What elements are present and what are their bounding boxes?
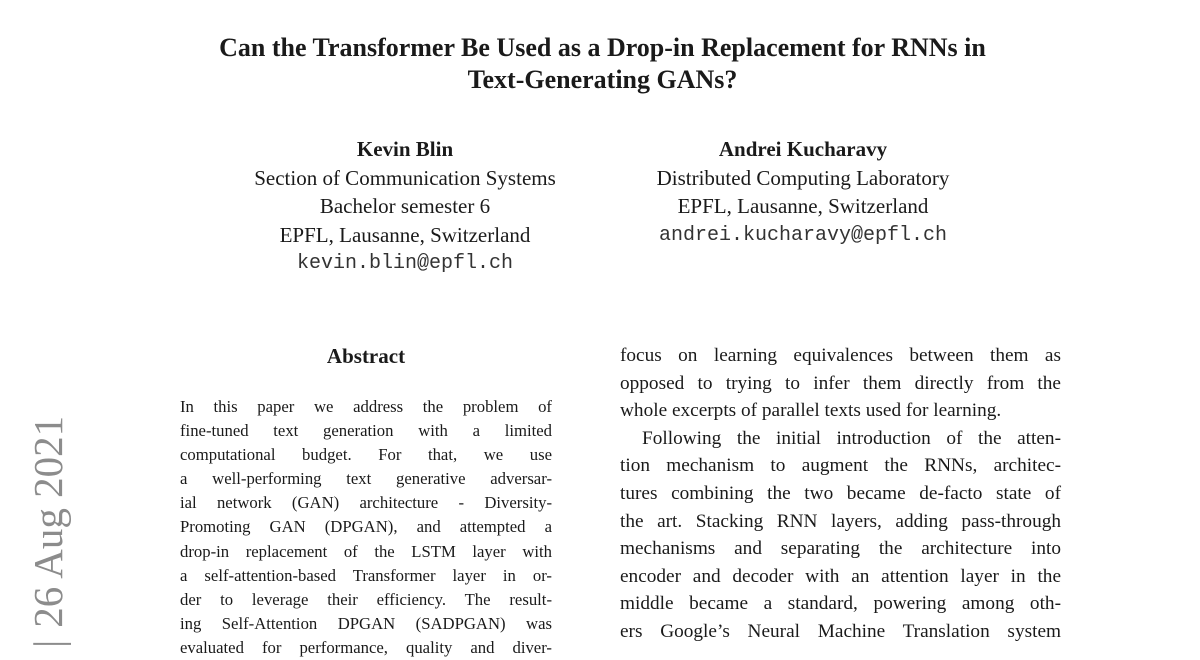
- body-text-line: whole excerpts of parallel texts used for learning.: [620, 400, 1002, 422]
- body-text-column: [620, 342, 1061, 646]
- author-name: Kevin Blin: [356, 137, 454, 161]
- author-affiliation-line: Bachelor semester 6: [319, 194, 491, 218]
- body-text-line: opposed to trying to infer them directly from the: [620, 372, 1061, 394]
- author-email: kevin.blin@epfl.ch: [296, 252, 514, 275]
- body-text-line: encoder and decoder with an attention layer in the: [620, 565, 1061, 587]
- author-affiliation-line: EPFL, Lausanne, Switzerland: [677, 194, 929, 218]
- abstract-line: drop-in replacement of the LSTM layer with: [180, 541, 552, 561]
- abstract-line: evaluated for performance, quality and diver-: [180, 637, 552, 657]
- body-text-line: middle became a standard, powering among oth-: [620, 593, 1061, 615]
- author-affiliation-line: EPFL, Lausanne, Switzerland: [279, 222, 531, 247]
- author-block-2: [620, 135, 986, 250]
- arxiv-date: 26 Aug 2021: [25, 415, 71, 628]
- body-text-line: Following the initial introduction of the atten-: [642, 427, 1061, 449]
- paper-title-line-1: Can the Transformer Be Used as a Drop-in Replacement for RNNs in: [219, 33, 986, 62]
- arxiv-side-stamp: [26, 416, 70, 648]
- abstract-line: fine-tuned text generation with a limited: [180, 421, 552, 441]
- abstract-line: der to leverage their efficiency. The result-: [180, 589, 552, 609]
- body-text-line: focus on learning equivalences between them as: [620, 345, 1061, 366]
- paper-title-line-2: Text-Generating GANs?: [467, 65, 738, 94]
- author-affiliation-line: Section of Communication Systems: [254, 165, 556, 190]
- body-text-line: tures combining the two became de-facto state of: [620, 482, 1061, 504]
- body-text-line: ers Google’s Neural Machine Translation system: [620, 620, 1061, 642]
- author-affiliation-line: Distributed Computing Laboratory: [656, 165, 950, 190]
- stamp-separator: |: [25, 639, 71, 648]
- abstract-line: computational budget. For that, we use: [180, 445, 552, 465]
- body-text-line: the art. Stacking RNN layers, adding pass-through: [620, 510, 1061, 532]
- abstract-line: ial network (GAN) architecture - Diversity-: [180, 493, 552, 513]
- abstract-line: Promoting GAN (DPGAN), and attempted a: [180, 517, 552, 537]
- abstract-line: a self-attention-based Transformer layer in or-: [180, 565, 552, 585]
- paper-title: [0, 32, 1200, 96]
- author-email: andrei.kucharavy@epfl.ch: [658, 223, 948, 247]
- body-text-line: tion mechanism to augment the RNNs, architec-: [620, 455, 1061, 477]
- abstract-heading: Abstract: [326, 344, 406, 368]
- abstract-line: In this paper we address the problem of: [180, 397, 552, 416]
- author-block-1: [225, 135, 585, 279]
- body-text-line: mechanisms and separating the architecture into: [620, 538, 1061, 560]
- abstract-line: ing Self-Attention DPGAN (SADPGAN) was: [180, 613, 552, 633]
- author-name: Andrei Kucharavy: [718, 137, 888, 161]
- abstract-line: a well-performing text generative adversar-: [180, 469, 552, 489]
- abstract-body: [180, 395, 552, 660]
